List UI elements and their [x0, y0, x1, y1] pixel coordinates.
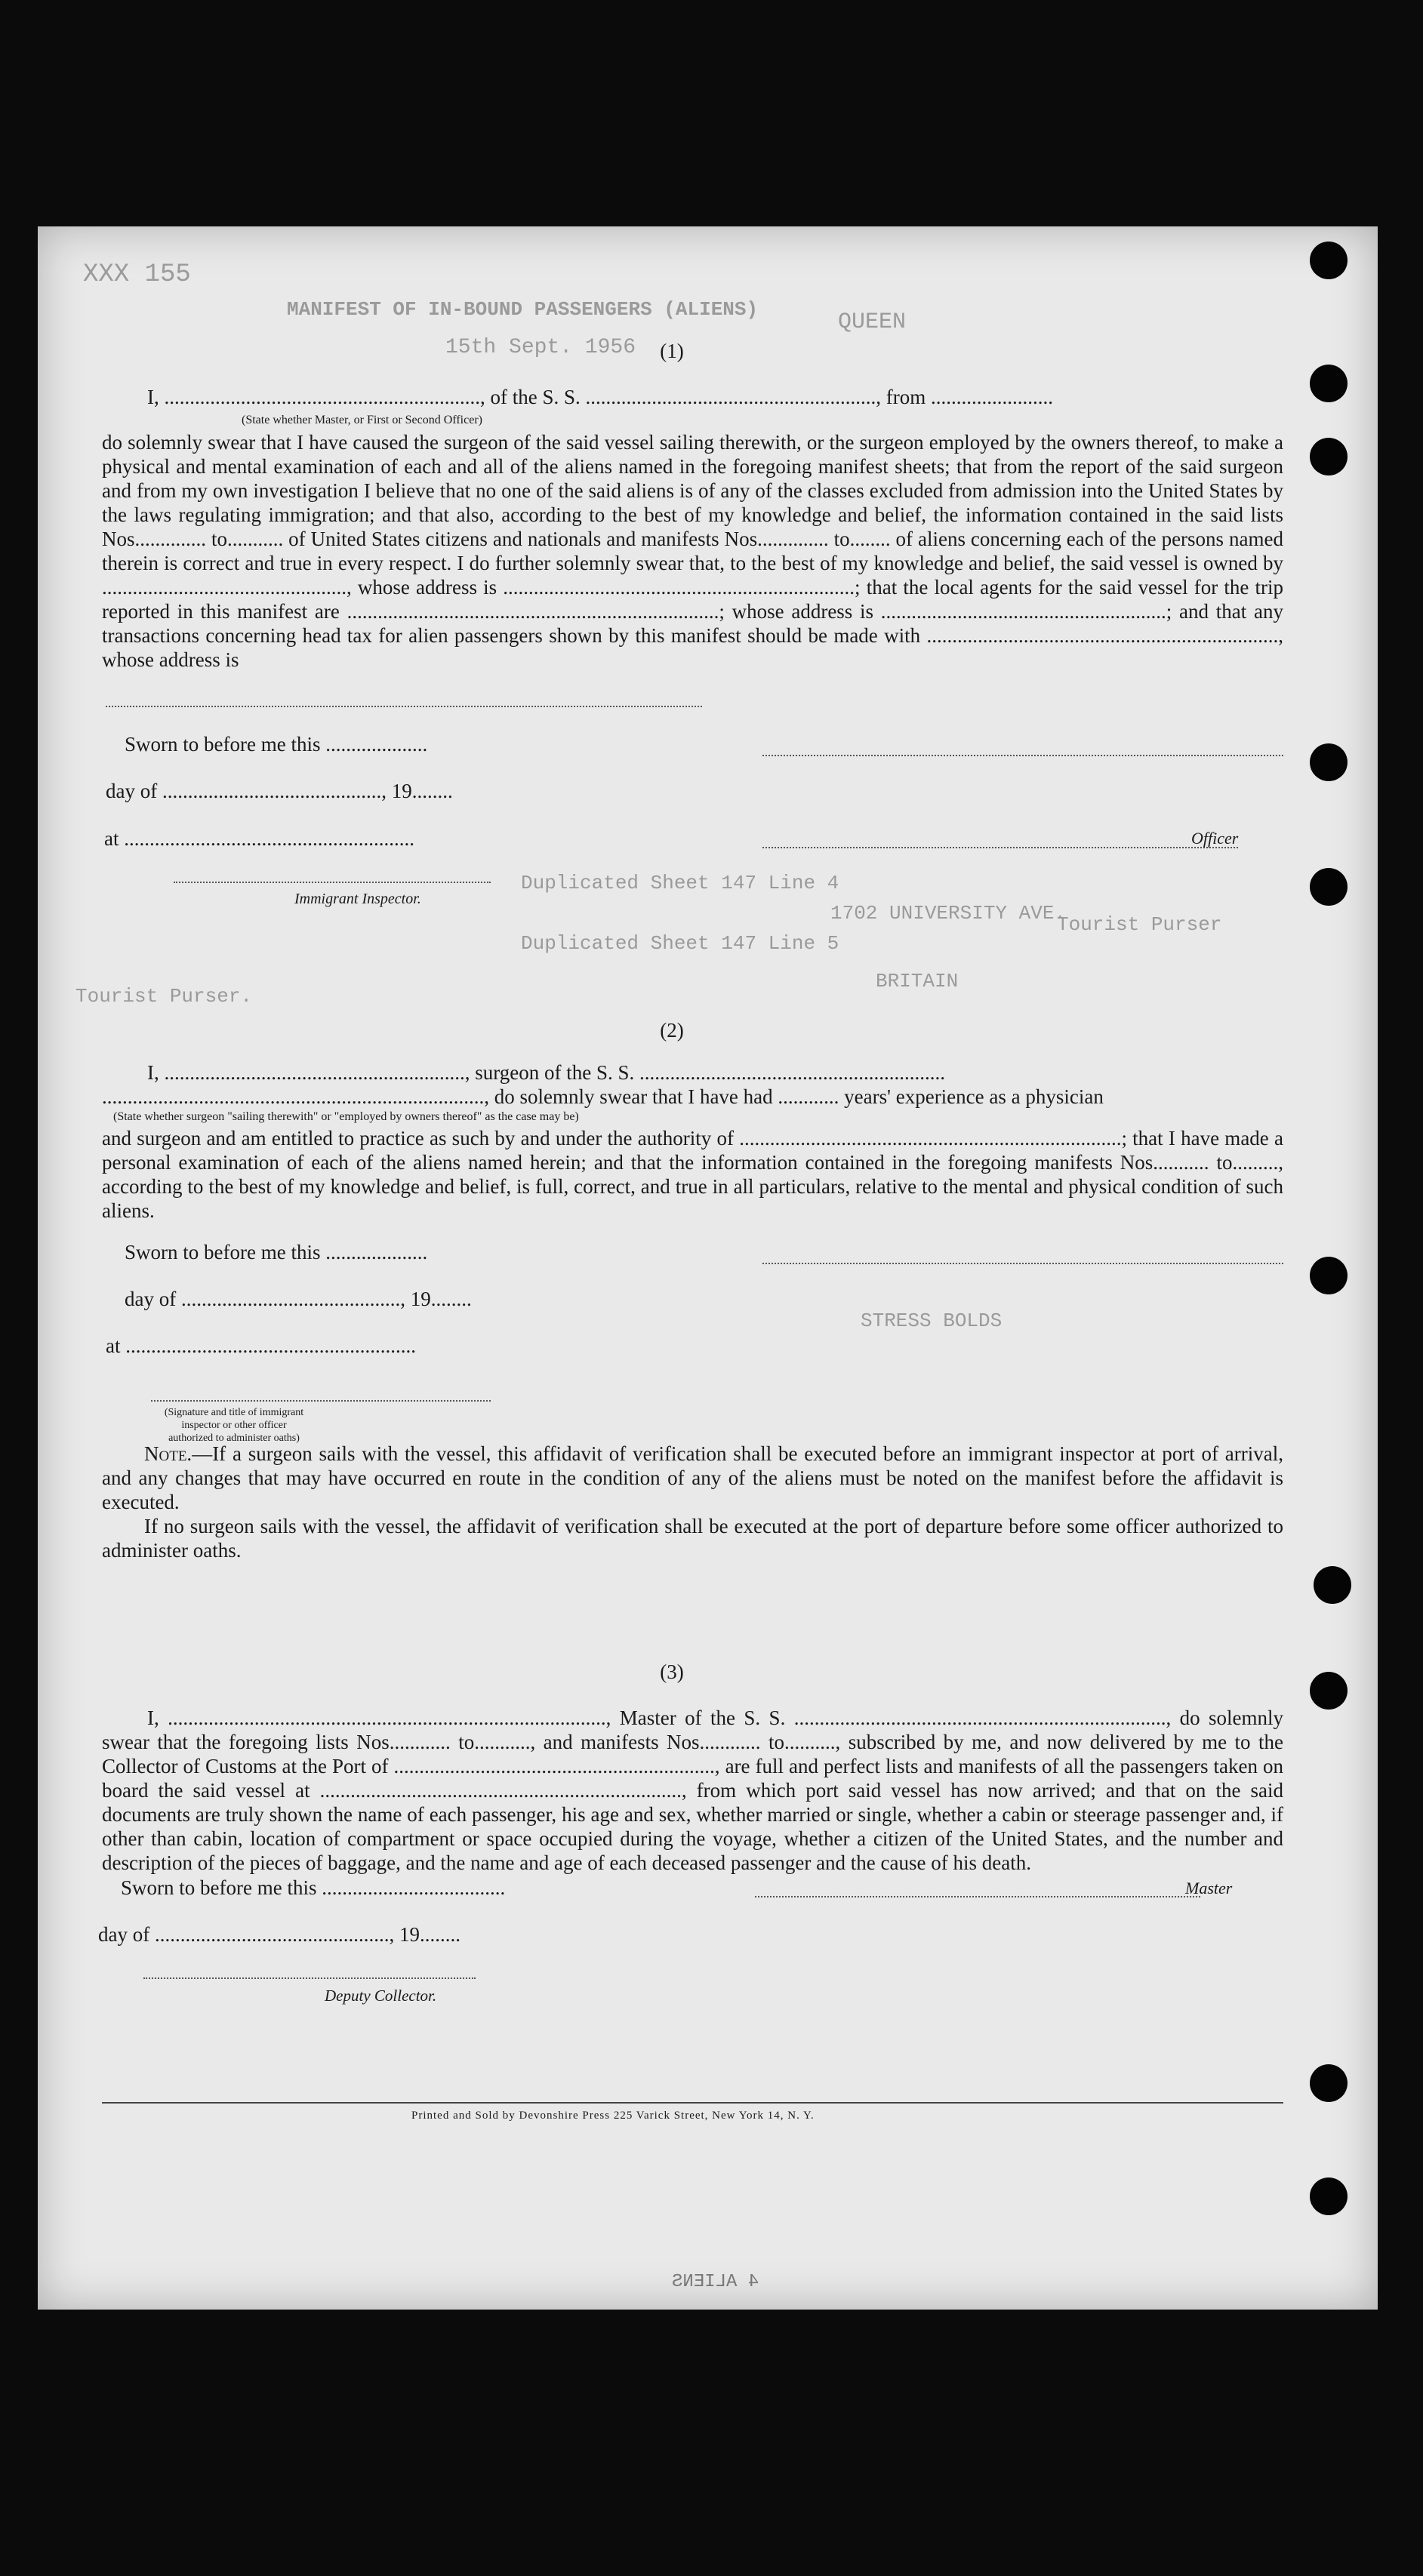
punch-hole — [1310, 365, 1348, 402]
punch-hole — [1310, 2064, 1348, 2102]
note-paragraph — [102, 1442, 1283, 1514]
section-1-number: (1) — [660, 340, 684, 362]
bleed-through-text: Tourist Purser — [1057, 913, 1222, 936]
section-2-second-line: ..........................................................................., do solemnly swear that I have had ............ years' experience as a physician — [102, 1085, 1104, 1108]
punch-hole — [1310, 868, 1348, 906]
bleed-through-text: Tourist Purser. — [75, 985, 253, 1008]
section-2-signature-caption: (Signature and title of immigrant inspector or other officer authorized to administer oaths) — [164, 1407, 304, 1444]
section-3-day: day of .............................................., 19........ — [98, 1923, 460, 1946]
deputy-collector-label: Deputy Collector. — [325, 1987, 437, 2005]
inspector-signature-line — [151, 1400, 491, 1402]
section-1-oath-paragraph: do solemnly swear that I have caused the surgeon of the said vessel sailing therewith, or the surgeon employed by the owners thereof, to make a physical and mental examination of each and all of the aliens named in the foregoing manifest sheets; that from the report of the said surgeon and from my own investigation I believe that no one of the said aliens is of any of the classes excluded from admission into the United States by the laws regulating immigration; and that also, according to the best of my knowledge and belief, the information contained in the said lists Nos.............. to........... of United States citizens and nationals and manifests Nos.............. to........ of aliens concerning each of the persons named therein is correct and true in every respect. I do further solemnly swear that, to the best of my knowledge and belief, the said vessel is owned by ................................................, whose address is .....................................................................; that the local agents for the said vessel for the trip reported in this manifest are .........................................................................; whose address is ........................................................; and that any transactions concerning head tax for alien passengers shown by this manifest should be made with ....................................................................., whose address is — [102, 431, 1283, 671]
section-2-first-line: I, ..........................................................., surgeon of the S. S. ............................................................ — [147, 1061, 945, 1084]
punch-hole — [1310, 1672, 1348, 1710]
bleed-through-text: Duplicated Sheet 147 Line 4 — [521, 872, 839, 894]
affidavit-sheet — [38, 226, 1378, 2310]
section-1-at: at ......................................................... — [104, 827, 414, 850]
section-2-sworn: Sworn to before me this .................... — [125, 1241, 428, 1263]
officer-signature-line — [762, 847, 1238, 848]
punch-hole — [1310, 743, 1348, 781]
inspector-label: Immigrant Inspector. — [294, 891, 421, 907]
note-2-text: If no surgeon sails with the vessel, the affidavit of verification shall be executed at the port of departure before some officer authorized to administer oaths. — [102, 1515, 1283, 1562]
bleed-through-text: Duplicated Sheet 147 Line 5 — [521, 932, 839, 955]
note-text: —If a surgeon sails with the vessel, this affidavit of verification shall be executed before an immigrant inspector at port of arrival, and any changes that may have occurred en route in the condition of any of the aliens must be noted on the manifest before the affidavit is executed. — [102, 1442, 1283, 1513]
officer-label: Officer — [1191, 829, 1239, 848]
master-label: Master — [1185, 1879, 1233, 1897]
bleed-through-text: STRESS BOLDS — [861, 1310, 1003, 1332]
bleed-through-text: 1702 UNIVERSITY AVE. — [830, 902, 1067, 925]
master-signature-line — [755, 1896, 1200, 1897]
section-1-sworn: Sworn to before me this .................... — [125, 733, 428, 756]
section-3-number: (3) — [660, 1660, 684, 1683]
note-paragraph-2 — [102, 1514, 1283, 1562]
section-1-caption: (State whether Master, or First or Second Officer) — [242, 414, 482, 426]
section-3-sworn: Sworn to before me this .................................... — [121, 1876, 506, 1899]
signature-line — [762, 755, 1283, 756]
bottom-stamp: 4 ALIENS — [672, 2272, 759, 2292]
deputy-signature-line — [143, 1977, 476, 1979]
punch-hole — [1310, 242, 1348, 279]
signature-line — [762, 1263, 1283, 1264]
section-2-oath-paragraph: and surgeon and am entitled to practice as such by and under the authority of ...........................................................................; that I have made a personal examination of each of the aliens named herein; and that the information contained in the foregoing manifests Nos........... to........., according to the best of my knowledge and belief, is full, correct, and true in all particulars, relative to the mental and physical condition of such aliens. — [102, 1127, 1283, 1222]
section-2-number: (2) — [660, 1019, 684, 1042]
section-1-day: day of ..........................................., 19........ — [106, 780, 453, 802]
voyage-date-stamp: 15th Sept. 1956 — [445, 336, 636, 359]
section-1-first-line: I, .............................................................., of the S. S. ........................................................., from ........................ — [147, 386, 1053, 408]
section-2-at: at ......................................................... — [106, 1334, 416, 1357]
punch-hole — [1314, 1566, 1351, 1604]
punch-hole — [1310, 2177, 1348, 2215]
ship-word-stamp: QUEEN — [838, 309, 907, 335]
manifest-number-stamp: XXX 155 — [83, 260, 191, 289]
section-2-day: day of ..........................................., 19........ — [125, 1288, 472, 1310]
manifest-title-stamp: MANIFEST OF IN-BOUND PASSENGERS (ALIENS) — [287, 298, 759, 321]
section-3-oath-paragraph — [102, 1706, 1283, 1875]
section-3-text: I, ......................................................................................, Master of the S. S. ........................................................................., do solemnly swear that the foregoing lists Nos............ to..........., and manifests Nos............ to.........., subscribed by me, and now delivered by me to the Collector of Customs at the Port of ..............................................................., are full and perfect lists and manifests of all the passengers taken on board the said vessel at ......................................................................., from which port said vessel has now arrived; and that on the said documents are truly shown the name of each passenger, his age and sex, whether married or single, whether a cabin or steerage passenger and, if other than cabin, location of compartment or space occupied during the voyage, whether a citizen of the United States, and the number and description of the pieces of baggage, and the name and age of each deceased passenger and the cause of his death. — [102, 1707, 1283, 1874]
footer-rule — [102, 2102, 1283, 2104]
printer-imprint: Printed and Sold by Devonshire Press 225 Varick Street, New York 14, N. Y. — [411, 2110, 815, 2122]
bleed-through-text: BRITAIN — [876, 970, 959, 993]
note-label: Note. — [144, 1442, 193, 1465]
inspector-signature-line — [174, 882, 491, 883]
section-2-caption: (State whether surgeon "sailing therewith" or "employed by owners thereof" as the case may be) — [113, 1110, 579, 1123]
punch-hole — [1310, 1257, 1348, 1294]
signature-line — [106, 706, 702, 707]
punch-hole — [1310, 438, 1348, 475]
